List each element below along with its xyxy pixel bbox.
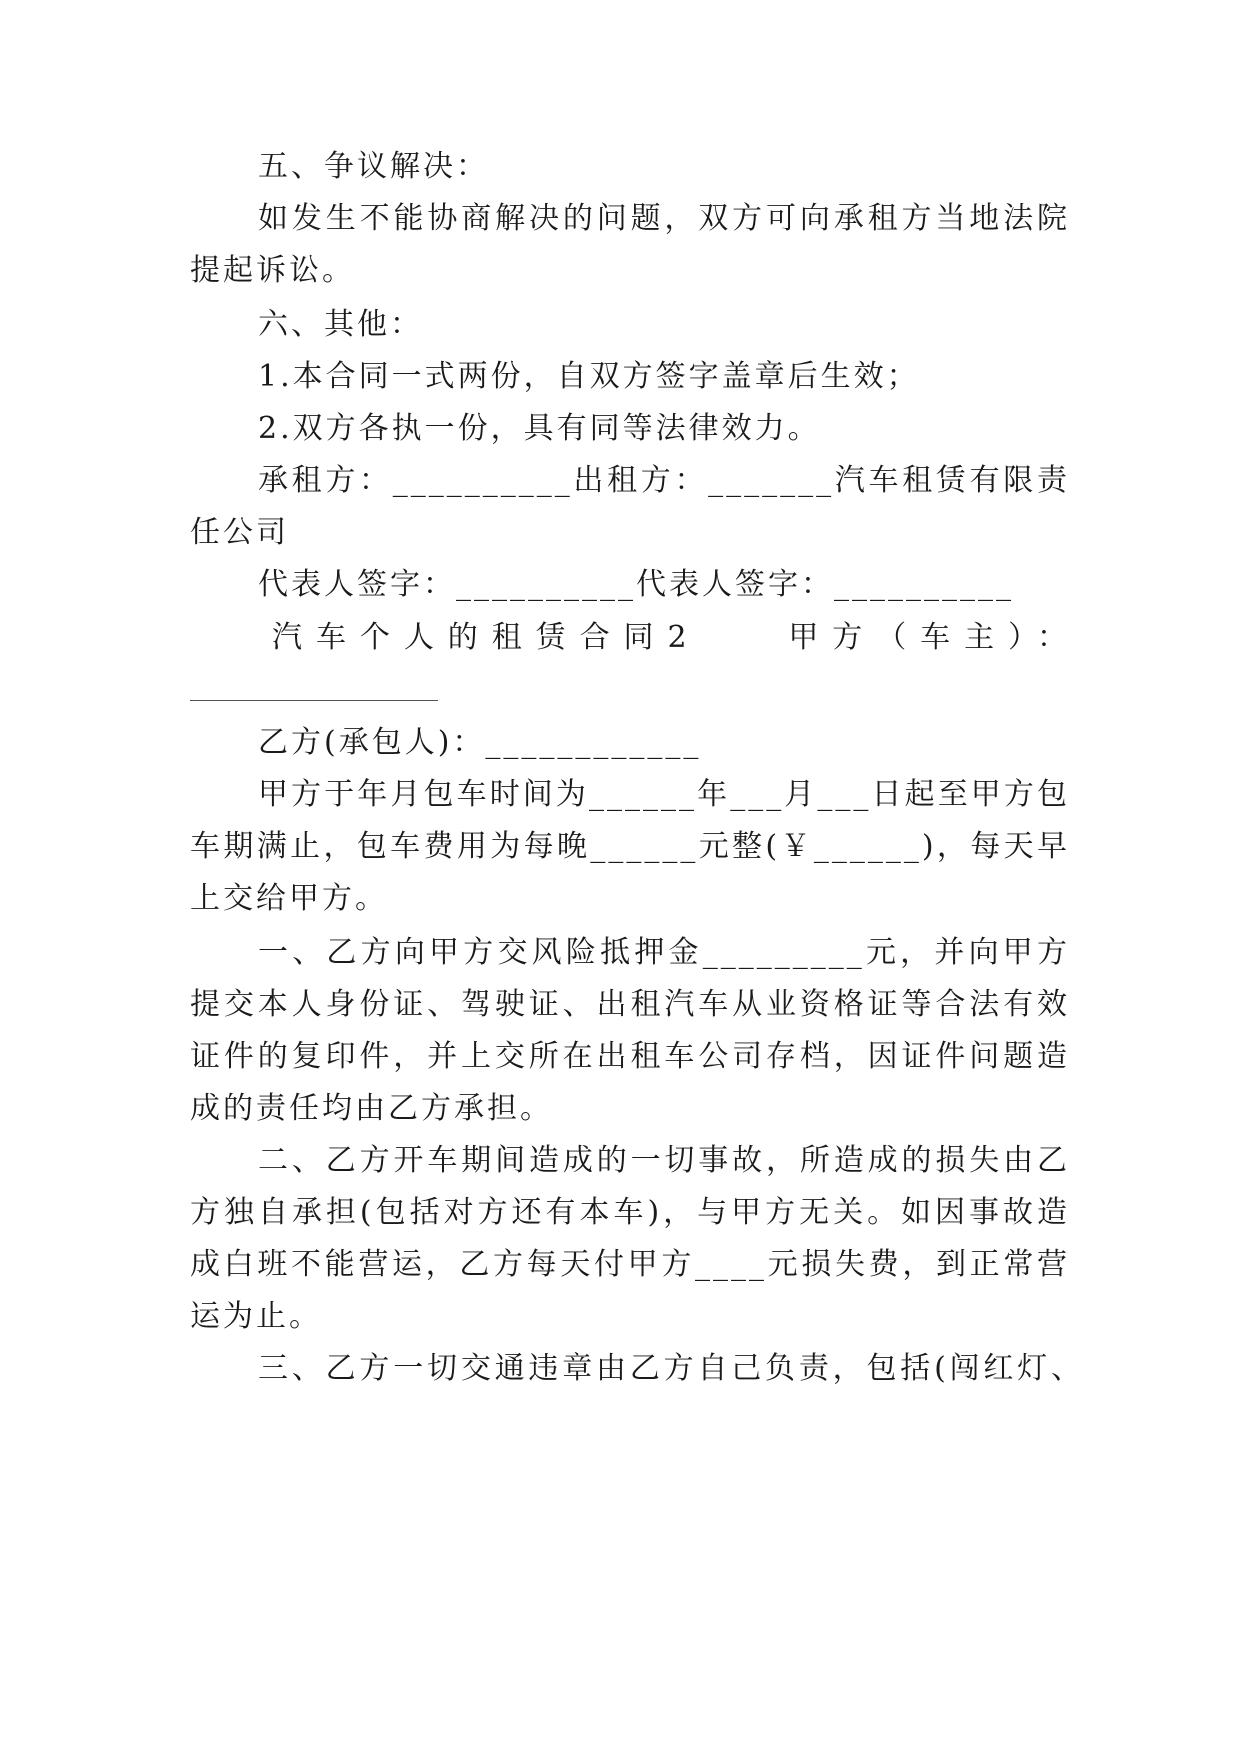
- paragraph-line: 2.双方各执一份，具有同等法律效力。: [258, 411, 821, 446]
- paragraph-line: 车期满止，包车费用为每晚______元整(￥______)，每天早: [190, 829, 1070, 864]
- paragraph-line: 上交给甲方。: [190, 881, 388, 916]
- signature-line-parties: 承租方：__________出租方：_______汽车租赁有限责: [258, 463, 1070, 498]
- paragraph-line: 甲方于年月包车时间为______年___月___日起至甲方包: [258, 777, 1070, 812]
- clause-2-line: 二、乙方开车期间造成的一切事故，所造成的损失由乙: [258, 1143, 1070, 1178]
- clause-3-line: 三、乙方一切交通违章由乙方自己负责，包括(闯红灯、: [258, 1351, 1084, 1386]
- paragraph-line: 证件的复印件，并上交所在出租车公司存档，因证件问题造: [190, 1039, 1070, 1074]
- party-b-line: 乙方(承包人)：____________: [258, 725, 702, 760]
- paragraph-line: 如发生不能协商解决的问题，双方可向承租方当地法院: [258, 201, 1070, 236]
- paragraph-line: 成白班不能营运，乙方每天付甲方____元损失费，到正常营: [190, 1247, 1070, 1282]
- signature-line-representatives: 代表人签字：__________代表人签字：__________: [258, 567, 1014, 602]
- blank-fill-rule: [190, 700, 438, 701]
- paragraph-line: 任公司: [190, 515, 289, 550]
- contract-title-line: 汽车个人的租赁合同2 甲方（车主）：: [272, 620, 1070, 655]
- paragraph-line: 1.本合同一式两份，自双方签字盖章后生效；: [258, 359, 920, 394]
- clause-1-line: 一、乙方向甲方交风险抵押金_________元，并向甲方: [258, 935, 1070, 970]
- section-heading-dispute: 五、争议解决：: [258, 149, 489, 184]
- section-heading-other: 六、其他：: [258, 307, 423, 342]
- paragraph-line: 提起诉讼。: [190, 253, 355, 288]
- paragraph-line: 提交本人身份证、驾驶证、出租汽车从业资格证等合法有效: [190, 987, 1070, 1022]
- paragraph-line: 成的责任均由乙方承担。: [190, 1091, 553, 1126]
- paragraph-line: 运为止。: [190, 1299, 322, 1334]
- paragraph-line: 方独自承担(包括对方还有本车)，与甲方无关。如因事故造: [190, 1195, 1070, 1230]
